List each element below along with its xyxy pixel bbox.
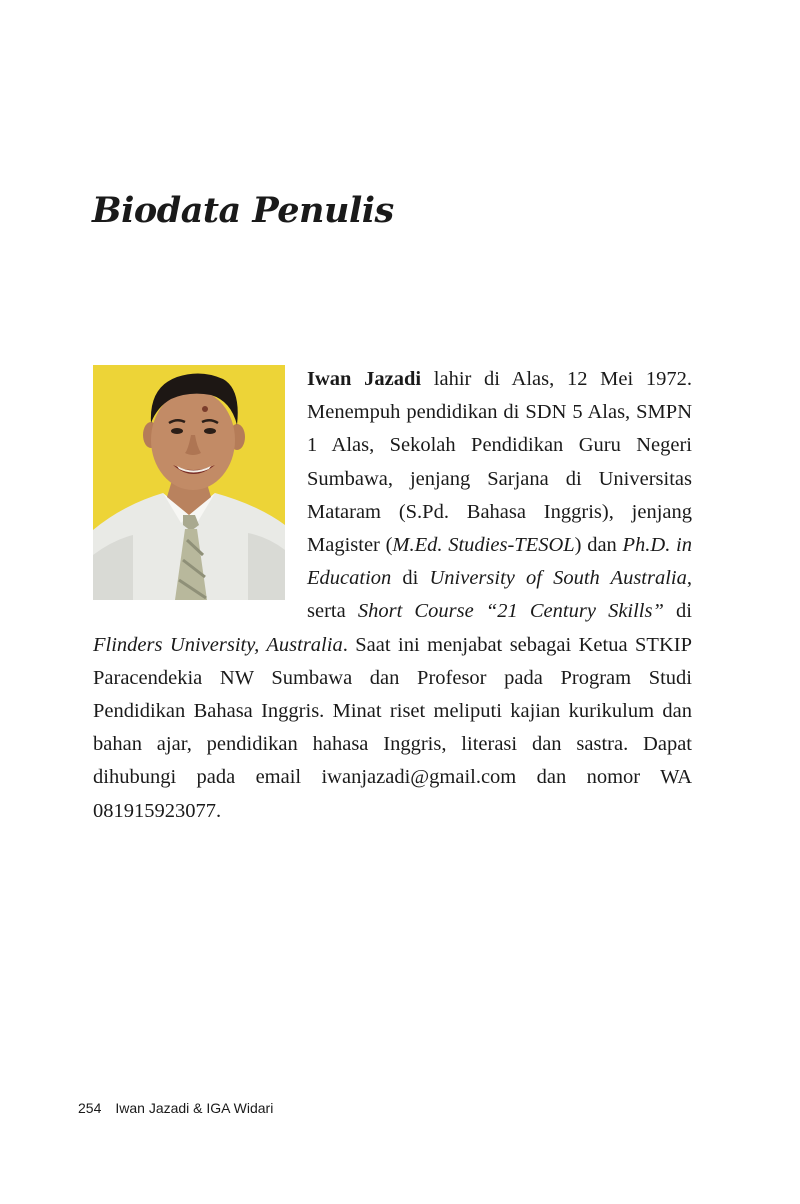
degree-phd: Ph.D. in Education [307,534,692,590]
bio-text: , serta [307,567,692,623]
author-photo [93,365,285,600]
flinders-university: Flinders University, Australia [93,633,343,656]
page-number: 254 [78,1100,102,1116]
university-name: University of South Australia [429,567,687,590]
bio-text: di [391,567,430,590]
bio-text: . Saat ini menjabat sebagai Ketua STKIP Paracendekia NW Sumbawa dan Profesor pada Program Studi Pendidikan Bahasa Inggris. Minat riset meliputi kajian kurikulum dan bahan ajar, pendidikan hahasa Inggris, literasi dan sastra. Dapat dihubungi pada email iwanjazadi@gmail.com dan nomor WA 081915923077. [93,633,692,822]
page-footer [78,1100,273,1116]
bio-text: lahir di Alas, 12 Mei 1972. Menempuh pendidikan di SDN 5 Alas, SMPN 1 Alas, Sekolah Pendidikan Guru Negeri Sumbawa, jenjang Sarjana di Universitas Mataram (S.Pd. Bahasa Inggris), jenjang Magister ( [307,368,692,557]
author-bio [93,363,692,828]
bio-text: di [663,600,692,623]
running-authors: Iwan Jazadi & IGA Widari [115,1100,274,1116]
author-name: Iwan Jazadi [307,368,422,390]
degree-masters: M.Ed. Studies-TESOL [392,534,575,557]
section-heading: Biodata Penulis [92,190,394,231]
bio-text: ) dan [574,534,623,557]
short-course: Short Course “21 Century Skills” [357,600,664,623]
